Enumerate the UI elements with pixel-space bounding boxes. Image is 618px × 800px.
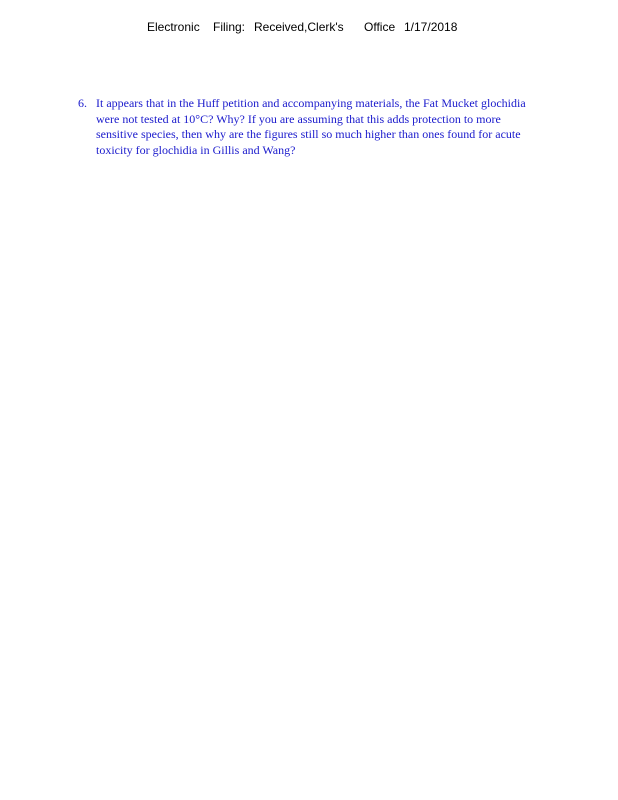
stamp-office: Office: [364, 20, 396, 34]
question-line: It appears that in the Huff petition and accompanying materials, the Fat Mucket glochidia: [96, 96, 526, 110]
stamp-filing: Filing:: [213, 20, 246, 34]
question-line: sensitive species, then why are the figures still so much higher than ones found for acute: [96, 127, 521, 141]
question-line: toxicity for glochidia in Gillis and Wang?: [96, 142, 296, 157]
question-line: were not tested at 10°C? Why? If you are assuming that this adds protection to more: [96, 111, 501, 126]
question-number: 6.: [78, 96, 87, 110]
question-text: [96, 96, 578, 158]
stamp-electronic: Electronic: [147, 20, 200, 34]
stamp-date: 1/17/2018: [404, 20, 458, 34]
stamp-received-clerks: Received,Clerk's: [254, 20, 344, 34]
filing-stamp: [147, 20, 457, 34]
